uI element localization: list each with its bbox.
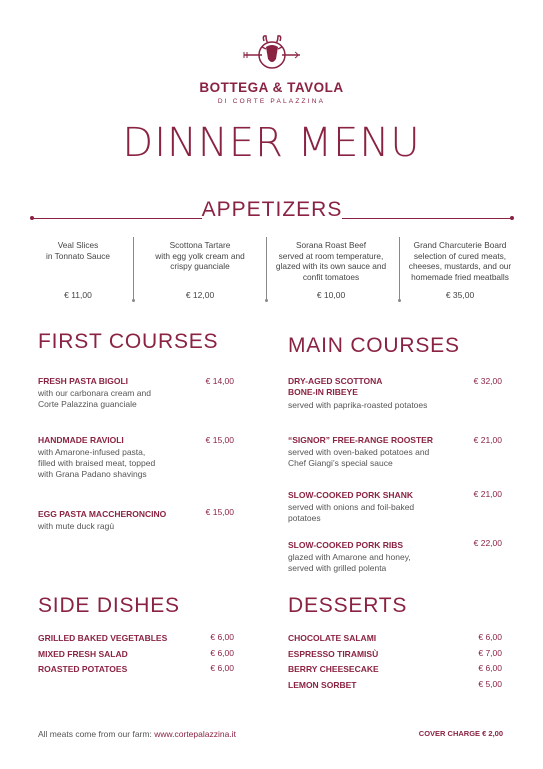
description-line: with Amarone-infused pasta,: [38, 447, 146, 457]
appetizers-heading: APPETIZERS: [201, 198, 343, 221]
appetizer-line: selection of cured meats,: [413, 250, 507, 261]
dish-price: € 21,00: [473, 489, 502, 499]
dessert-name: BERRY CHEESECAKE: [288, 664, 379, 674]
appetizer-line: with egg yolk cream and: [155, 250, 245, 261]
description-line: potatoes: [288, 513, 321, 523]
side-dish-name: GRILLED BAKED VEGETABLES: [38, 633, 168, 643]
dessert-price: € 7,00: [478, 648, 502, 658]
appetizer-price: € 10,00: [316, 290, 346, 300]
side-dish-price: € 6,00: [210, 663, 234, 673]
description-line: with mute duck ragù: [38, 521, 115, 531]
appetizer-line: Veal Slices: [57, 240, 99, 250]
farm-website-link[interactable]: www.cortepalazzina.it: [154, 729, 236, 739]
dish-price: € 14,00: [205, 376, 234, 386]
appetizer-item: [390, 240, 530, 282]
appetizer-line: Scottona Tartare: [169, 240, 231, 250]
description-line: filled with braised meat, topped: [38, 458, 156, 468]
dish-name: EGG PASTA MACCHERONCINO: [38, 509, 167, 519]
appetizer-line: glazed with its own sauce and: [275, 261, 387, 271]
dish-price: € 22,00: [473, 538, 502, 548]
main-courses-heading: MAIN COURSES: [288, 334, 460, 357]
dessert-price: € 6,00: [478, 632, 502, 642]
footer-note: [38, 729, 236, 739]
dish-name: SLOW-COOKED PORK RIBS: [288, 540, 404, 550]
appetizer-item: [12, 240, 144, 261]
dish-price: € 15,00: [205, 435, 234, 445]
bull-fork-knife-icon: [242, 33, 302, 77]
appetizer-line: confit tomatoes: [302, 271, 360, 282]
dessert-price: € 6,00: [478, 663, 502, 673]
side-dishes-heading: SIDE DISHES: [38, 594, 180, 617]
dish-price: € 32,00: [473, 376, 502, 386]
first-courses-heading: FIRST COURSES: [38, 330, 219, 353]
description-line: served with grilled polenta: [288, 563, 387, 573]
appetizer-line: in Tonnato Sauce: [46, 250, 110, 261]
appetizer-line: Grand Charcuterie Board: [413, 240, 507, 250]
appetizer-item: [265, 240, 397, 282]
description-line: Corte Palazzina guanciale: [38, 399, 137, 409]
dish-description: [288, 447, 429, 469]
cover-charge: COVER CHARGE € 2,00: [418, 729, 503, 738]
dish-name: SLOW-COOKED PORK SHANK: [288, 490, 413, 500]
brand-subtitle: DI CORTE PALAZZINA: [217, 98, 326, 105]
appetizer-line: crispy guanciale: [170, 261, 230, 271]
footer-text: All meats come from our farm:: [38, 729, 155, 739]
dessert-name: LEMON SORBET: [288, 680, 357, 690]
appetizer-line: served at room temperature,: [278, 250, 384, 261]
description-line: with our carbonara cream and: [38, 388, 151, 398]
appetizer-price: € 12,00: [185, 290, 215, 300]
dessert-name: CHOCOLATE SALAMI: [288, 633, 377, 643]
description-line: with Grana Padano shavings: [38, 469, 147, 479]
description-line: served with oven-baked potatoes and: [288, 447, 430, 457]
dish-description: [38, 388, 151, 410]
description-line: served with paprika-roasted potatoes: [288, 400, 428, 410]
dish-name-line: BONE-IN RIBEYE: [288, 387, 358, 397]
dessert-price: € 5,00: [478, 679, 502, 689]
logo: [0, 33, 543, 77]
appetizer-line: Sorana Roast Beef: [295, 240, 367, 250]
appetizers-header: [32, 198, 512, 228]
side-dish-name: ROASTED POTATOES: [38, 664, 128, 674]
side-dish-name: MIXED FRESH SALAD: [38, 649, 128, 659]
dish-price: € 15,00: [205, 507, 234, 517]
dish-name: FRESH PASTA BIGOLI: [38, 376, 129, 386]
appetizer-line: cheeses, mustards, and our: [408, 261, 512, 271]
dish-price: € 21,00: [473, 435, 502, 445]
dish-description: [38, 521, 114, 532]
side-dish-price: € 6,00: [210, 632, 234, 642]
brand-name: BOTTEGA & TAVOLA: [199, 80, 344, 95]
description-line: Chef Giangi’s special sauce: [288, 458, 393, 468]
dish-name: “SIGNOR” FREE-RANGE ROOSTER: [288, 435, 433, 445]
dish-description: [288, 502, 414, 524]
dessert-name: ESPRESSO TIRAMISÙ: [288, 649, 379, 659]
dish-description: [288, 400, 427, 411]
appetizer-price: € 11,00: [64, 290, 92, 300]
dish-name-line: DRY-AGED SCOTTONA: [288, 376, 383, 386]
dish-description: [288, 552, 411, 574]
dish-name: [288, 376, 382, 398]
side-dish-price: € 6,00: [210, 648, 234, 658]
desserts-heading: DESSERTS: [288, 594, 408, 617]
page-title: DINNER MENU: [122, 120, 421, 166]
appetizer-line: homemade fried meatballs: [411, 271, 509, 282]
description-line: glazed with Amarone and honey,: [288, 552, 411, 562]
dish-name: HANDMADE RAVIOLI: [38, 435, 124, 445]
appetizer-price: € 35,00: [445, 290, 475, 300]
dish-description: [38, 447, 155, 480]
description-line: served with onions and foil-baked: [288, 502, 415, 512]
appetizer-item: [134, 240, 266, 272]
